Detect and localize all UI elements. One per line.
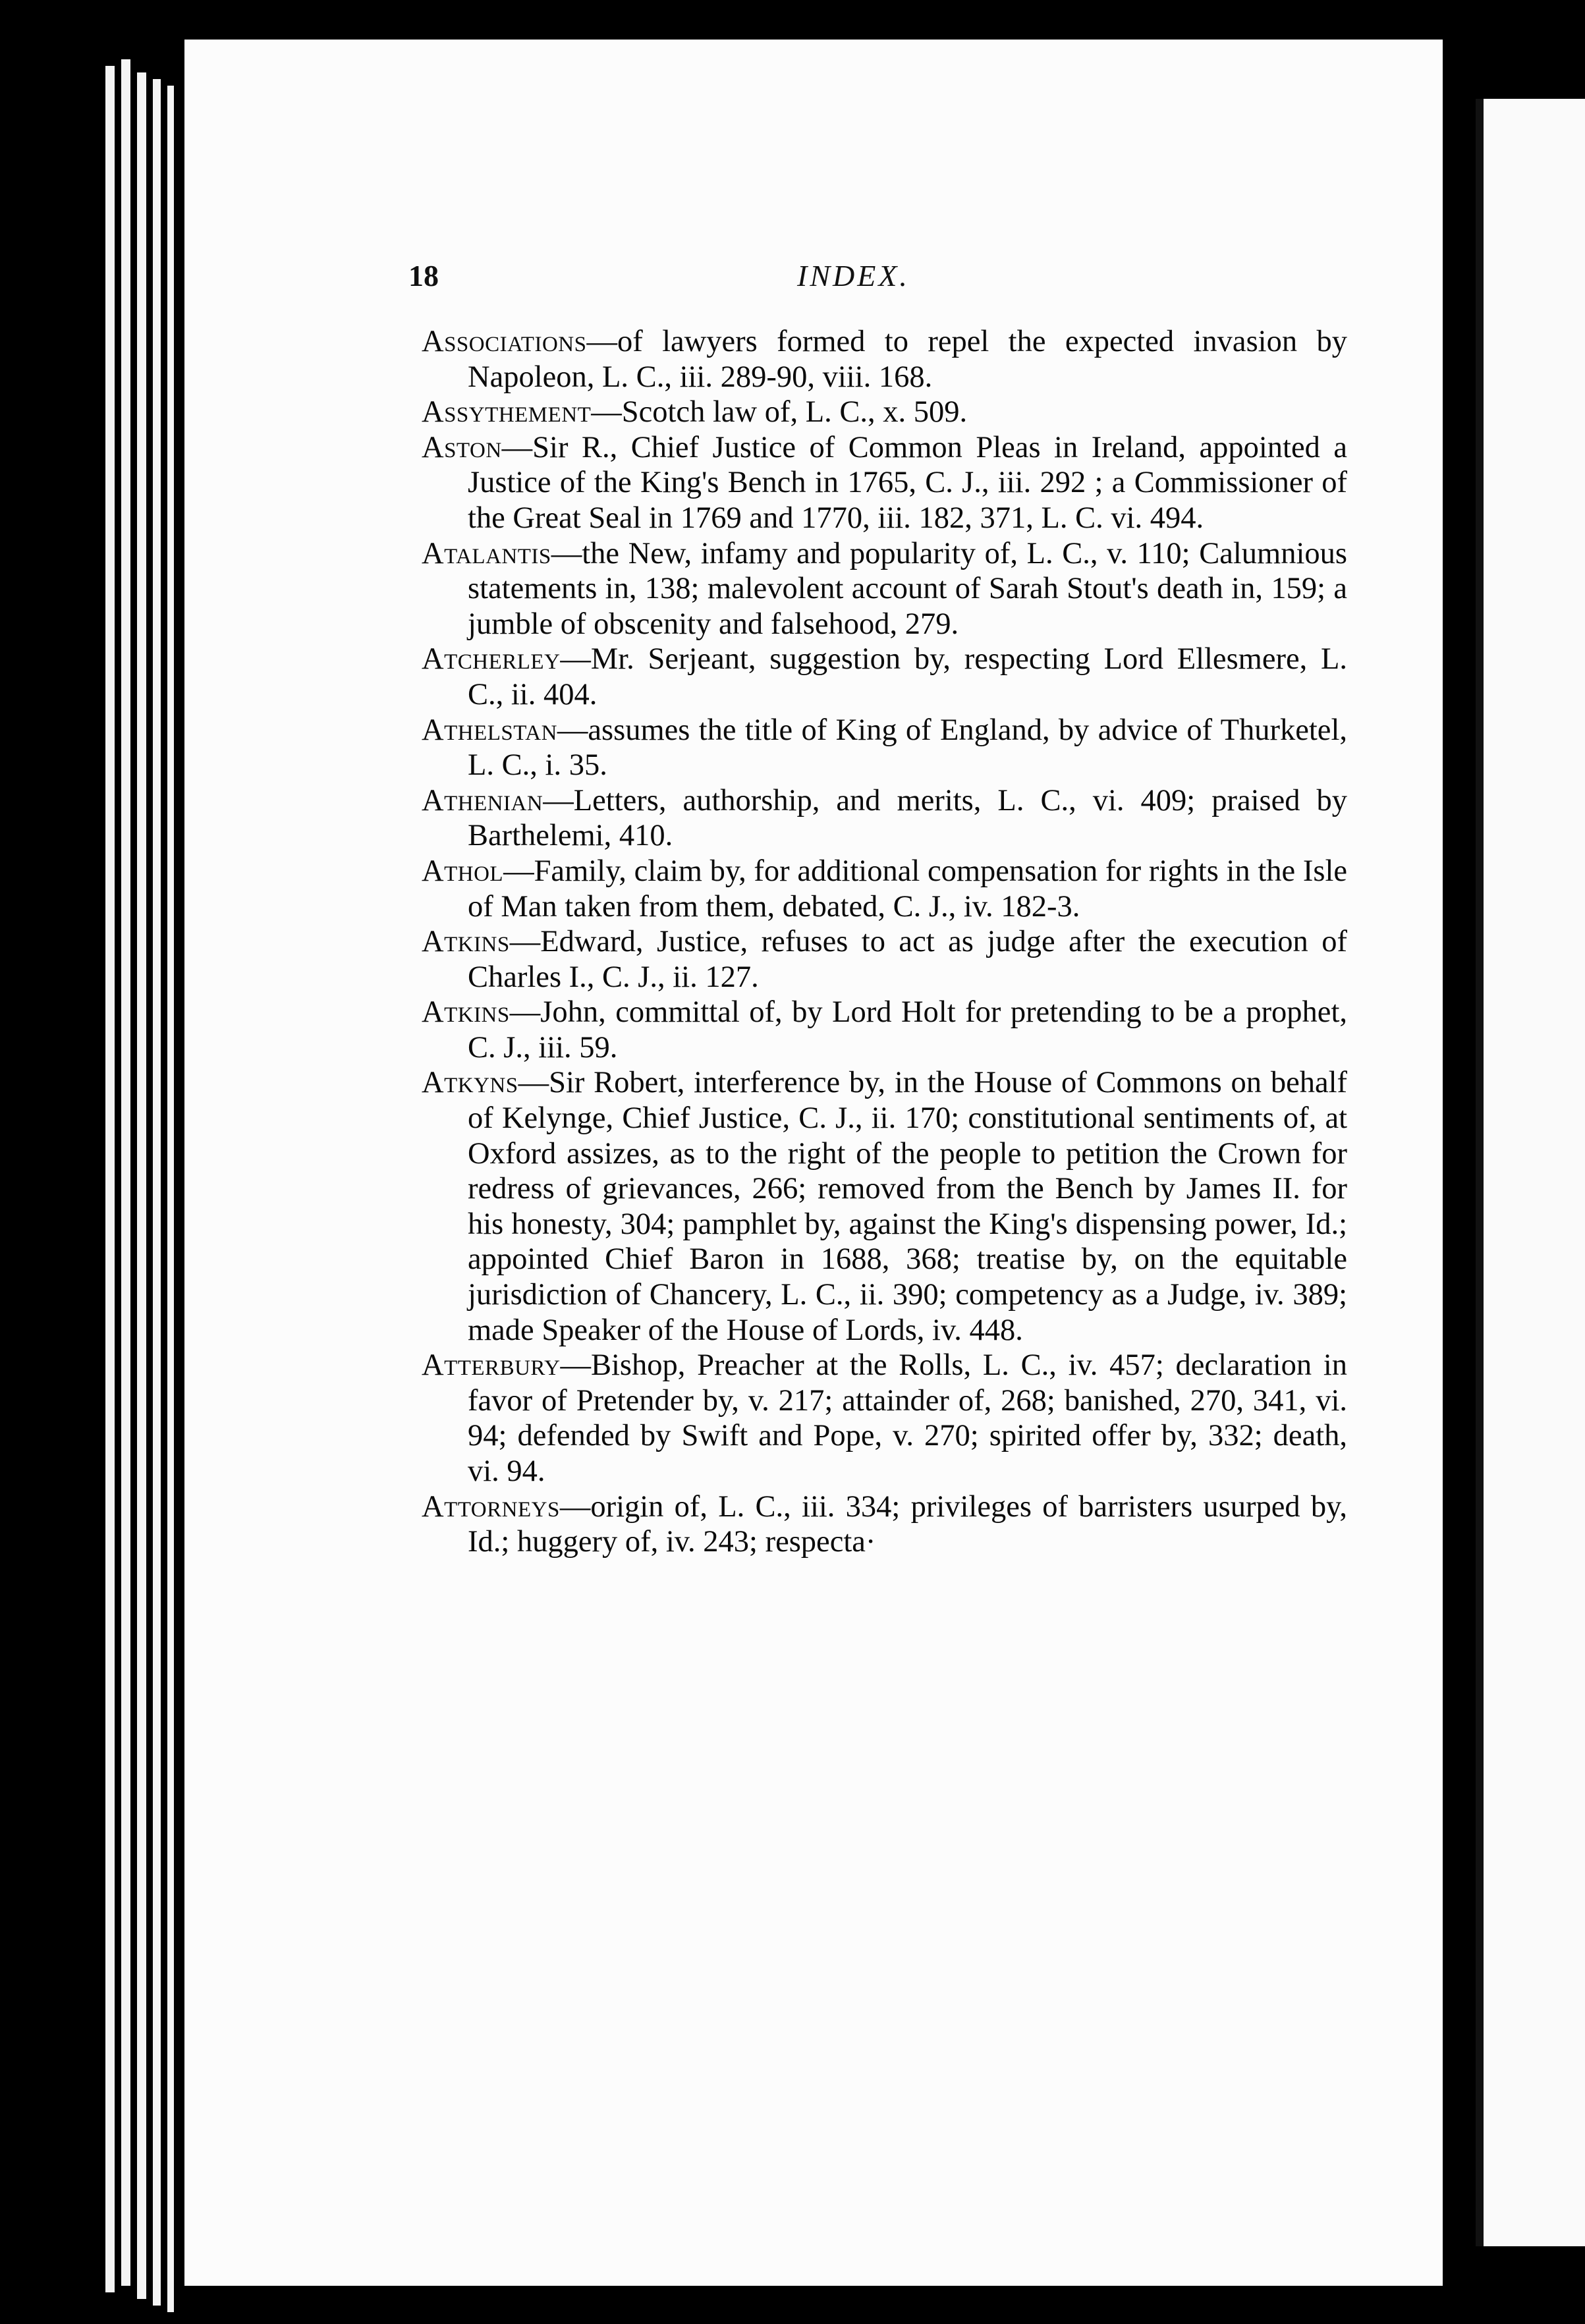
index-entry [422,642,1347,712]
page-number: 18 [408,259,439,292]
entry-text: —Edward, Justice, refuses to act as judge after the execution of Charles I., C. J., ii. 127. [468,925,1347,994]
index-entry [422,924,1347,995]
index-entry [422,1348,1347,1489]
index-entry [422,995,1347,1065]
entry-head: Associations [422,325,587,358]
page-edge [167,86,174,2312]
entry-text: —of lawyers formed to repel the expected invasion by Napoleon, L. C., iii. 289-90, viii. 168. [468,325,1347,394]
book-page-edges [105,53,184,2279]
entry-head: Aston [422,430,502,464]
entry-head: Atkins [422,995,510,1030]
page-edge [153,79,161,2306]
index-entry [422,1489,1347,1560]
index-entry [422,783,1347,854]
entry-head: Atterbury [422,1348,561,1383]
entry-text: —origin of, L. C., iii. 334; privileges of barristers usurped by, Id.; huggery of, iv. 243; respecta· [468,1489,1347,1559]
entry-head: Atkyns [422,1066,518,1100]
entry-head: Athelstan [422,713,557,747]
entry-head: Athol [422,854,504,888]
running-head: INDEX. [797,259,910,292]
entry-text: —Mr. Serjeant, suggestion by, respecting Lord Ellesmere, L. C., ii. 404. [468,642,1347,711]
entry-text: —Sir Robert, interference by, in the House of Commons on behalf of Kelynge, Chief Justice, C. J., ii. 170; constitutional sentiments of, at Oxford assizes, as to the right of the people to petition the Crown for redress of grievances, 266; removed from the Bench by James II. for his honesty, 304; pamphlet by, against the King's dispensing power, Id.; appointed Chief Baron in 1688, 368; treatise by, on the equitable jurisdiction of Chancery, L. C., ii. 390; competency as a Judge, iv. 389; made Speaker of the House of Lords, iv. 448. [468,1066,1347,1347]
page-header [408,258,1344,298]
entry-head: Athenian [422,783,543,817]
entry-text: —the New, infamy and popularity of, L. C., v. 110; Calumnious statements in, 138; malevolent account of Sarah Stout's death in, 159; a jumble of obscenity and falsehood, 279. [468,536,1347,641]
index-entry [422,430,1347,536]
entry-text: —John, committal of, by Lord Holt for pretending to be a prophet, C. J., iii. 59. [468,995,1347,1065]
entry-head: Atalantis [422,536,551,570]
facing-page-edge [1476,99,1585,2246]
index-entry [422,395,1347,430]
index-entries [422,324,1347,1560]
index-entry [422,1065,1347,1348]
entry-head: Assythement [422,395,592,429]
entry-head: Attorneys [422,1489,560,1524]
entry-text: —Bishop, Preacher at the Rolls, L. C., iv. 457; declaration in favor of Pretender by, v. 217; attainder of, 268; banished, 270, 341, vi. 94; defended by Swift and Pope, v. 270; spirited offer by, 332; death, vi. 94. [468,1348,1347,1488]
entry-text: —assumes the title of King of England, by advice of Thurketel, L. C., i. 35. [468,713,1347,783]
index-entry [422,854,1347,924]
index-entry [422,536,1347,642]
page-edge [137,72,146,2299]
entry-text: —Scotch law of, L. C., x. 509. [591,395,968,429]
entry-text: —Sir R., Chief Justice of Common Pleas in Ireland, appointed a Justice of the King's Bench in 1765, C. J., iii. 292 ; a Commissioner of the Great Seal in 1769 and 1770, iii. 182, 371, L. C. vi. 494. [468,430,1347,535]
index-entry [422,713,1347,783]
entry-text: —Letters, authorship, and merits, L. C., vi. 409; praised by Barthelemi, 410. [468,783,1347,853]
entry-head: Atcherley [422,642,561,677]
entry-text: —Family, claim by, for additional compensation for rights in the Isle of Man taken from them, debated, C. J., iv. 182-3. [468,854,1347,924]
page-edge [105,66,115,2292]
index-entry [422,324,1347,395]
page-edge [121,59,130,2286]
entry-head: Atkins [422,925,510,959]
